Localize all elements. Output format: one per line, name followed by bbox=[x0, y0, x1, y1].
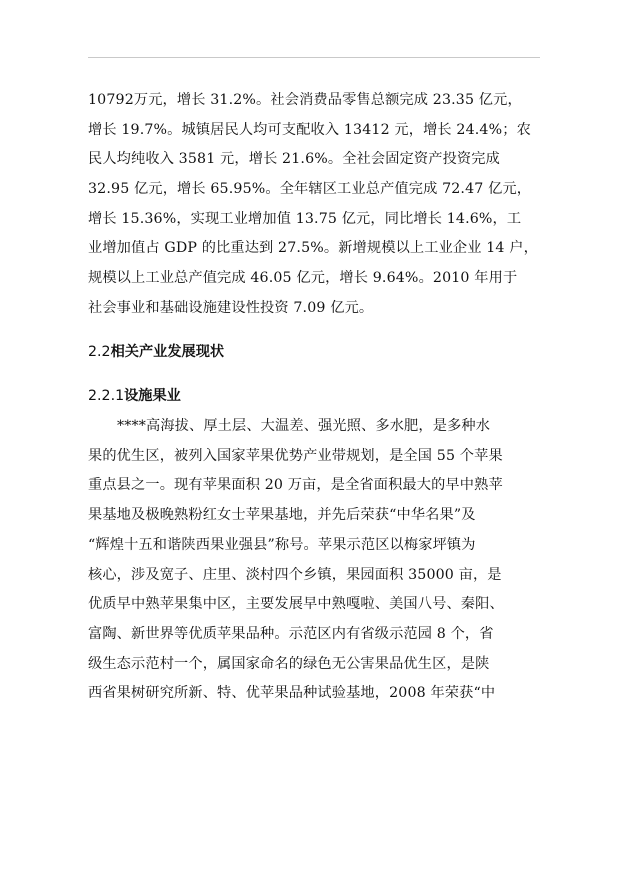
text-line: 果的优生区，被列入国家苹果优势产业带规划，是全国 55 个苹果 bbox=[88, 447, 503, 464]
text-line: 业增加值占 GDP 的比重达到 27.5%。新增规模以上工业企业 14 户， bbox=[88, 240, 538, 257]
paragraph bbox=[88, 86, 544, 324]
text-line: 级生态示范村一个，属国家命名的绿色无公害果品优生区，是陕 bbox=[88, 655, 490, 672]
section-title: 相关产业发展现状 bbox=[110, 344, 225, 361]
section-heading bbox=[88, 338, 544, 368]
text-line: 32.95 亿元，增长 65.95%。全年辖区工业总产值完成 72.47 亿元， bbox=[88, 181, 532, 198]
text-line: “辉煌十五和谐陕西果业强县”称号。苹果示范区以梅家坪镇为 bbox=[88, 536, 476, 553]
text-line: 10792万元，增长 31.2%。社会消费品零售总额完成 23.35 亿元， bbox=[88, 92, 522, 108]
header-rule bbox=[88, 57, 540, 58]
document-body bbox=[88, 86, 544, 709]
text-line: 增长 15.36%，实现工业增加值 13.75 亿元，同比增长 14.6%，工 bbox=[88, 210, 522, 227]
text-line: 民人均纯收入 3581 元，增长 21.6%。全社会固定资产投资完成 bbox=[88, 151, 500, 168]
subsection-number: 2.2.1 bbox=[88, 388, 125, 405]
text-line: 果基地及极晚熟粉红女士苹果基地，并先后荣获“中华名果”及 bbox=[88, 507, 476, 524]
text-line: 优质早中熟苹果集中区，主要发展早中熟嘎啦、美国八号、秦阳、 bbox=[88, 596, 504, 613]
text-line: 增长 19.7%。城镇居民人均可支配收入 13412 元，增长 24.4%；农 bbox=[88, 121, 531, 138]
subsection-heading bbox=[88, 382, 544, 412]
paragraph bbox=[88, 412, 544, 709]
text-line: 西省果树研究所新、特、优苹果品种试验基地，2008 年荣获“中 bbox=[88, 685, 496, 702]
text-line: 核心，涉及宽子、庄里、淡村四个乡镇，果园面积 35000 亩，是 bbox=[88, 566, 502, 583]
text-line: ****高海拔、厚土层、大温差、强光照、多水肥，是多种水 bbox=[117, 418, 491, 435]
text-line: 社会事业和基础设施建设性投资 7.09 亿元。 bbox=[88, 299, 374, 316]
section-number: 2.2 bbox=[88, 344, 111, 361]
subsection-title: 设施果业 bbox=[124, 388, 181, 405]
text-line: 富陶、新世界等优质苹果品种。示范区内有省级示范园 8 个，省 bbox=[88, 625, 494, 642]
text-line: 重点县之一。现有苹果面积 20 万亩，是全省面积最大的早中熟苹 bbox=[88, 477, 503, 494]
text-line: 规模以上工业总产值完成 46.05 亿元，增长 9.64%。2010 年用于 bbox=[88, 270, 518, 287]
